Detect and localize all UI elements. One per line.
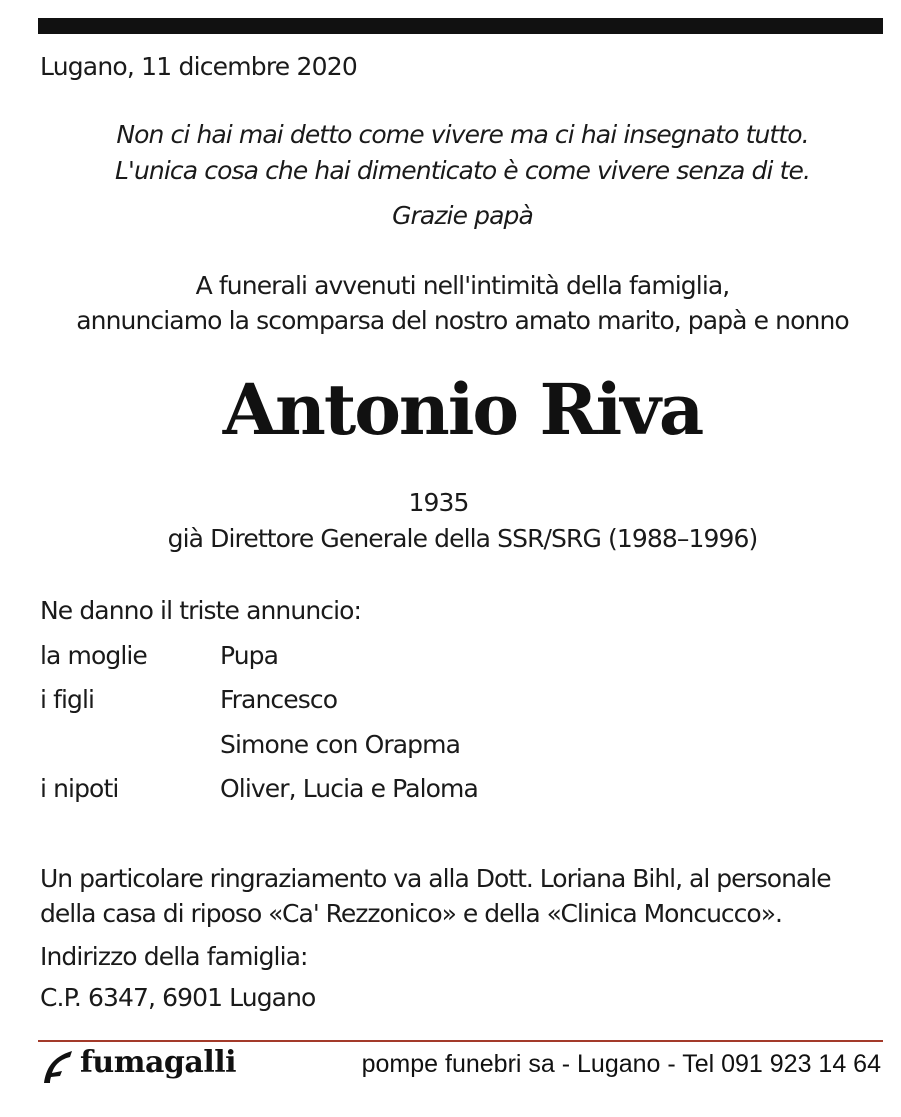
mourners-heading: Ne danno il triste annuncio: — [40, 596, 362, 625]
mourner-names: Francesco — [220, 685, 338, 714]
mourner-relation: la moglie — [40, 641, 147, 670]
address-label: Indirizzo della famiglia: — [40, 942, 308, 971]
fumagalli-logo-icon — [40, 1047, 74, 1085]
birth-year: 1935 — [408, 488, 469, 517]
contact-line: pompe funebri sa - Lugano - Tel 091 923 14 64 — [361, 1050, 881, 1078]
mourner-names: Pupa — [220, 641, 279, 670]
brand-name: fumagalli — [80, 1045, 237, 1080]
quote-line-1: Non ci hai mai detto come vivere ma ci hai insegnato tutto. — [116, 120, 809, 149]
intro-line-1: A funerali avvenuti nell'intimità della famiglia, — [195, 271, 730, 300]
quote-line-3: Grazie papà — [392, 201, 533, 230]
thanks-line-1: Un particolare ringraziamento va alla Dott. Loriana Bihl, al personale — [40, 864, 831, 893]
thanks-line-2: della casa di riposo «Ca' Rezzonico» e della «Clinica Moncucco». — [40, 899, 782, 928]
footer — [38, 1043, 883, 1088]
mourner-names: Oliver, Lucia e Paloma — [220, 774, 478, 803]
address-value: C.P. 6347, 6901 Lugano — [40, 983, 316, 1012]
mourner-names: Simone con Orapma — [220, 730, 460, 759]
deceased-name: Antonio Riva — [222, 368, 703, 451]
intro-line-2: annunciamo la scomparsa del nostro amato marito, papà e nonno — [76, 306, 849, 335]
date-line: Lugano, 11 dicembre 2020 — [40, 52, 357, 81]
mourner-relation: i nipoti — [40, 774, 119, 803]
footer-rule — [38, 1040, 883, 1042]
mourner-relation: i figli — [40, 685, 95, 714]
top-rule — [38, 18, 883, 34]
quote-line-2: L'unica cosa che hai dimenticato è come vivere senza di te. — [114, 156, 810, 185]
deceased-role: già Direttore Generale della SSR/SRG (1988–1996) — [167, 524, 758, 553]
